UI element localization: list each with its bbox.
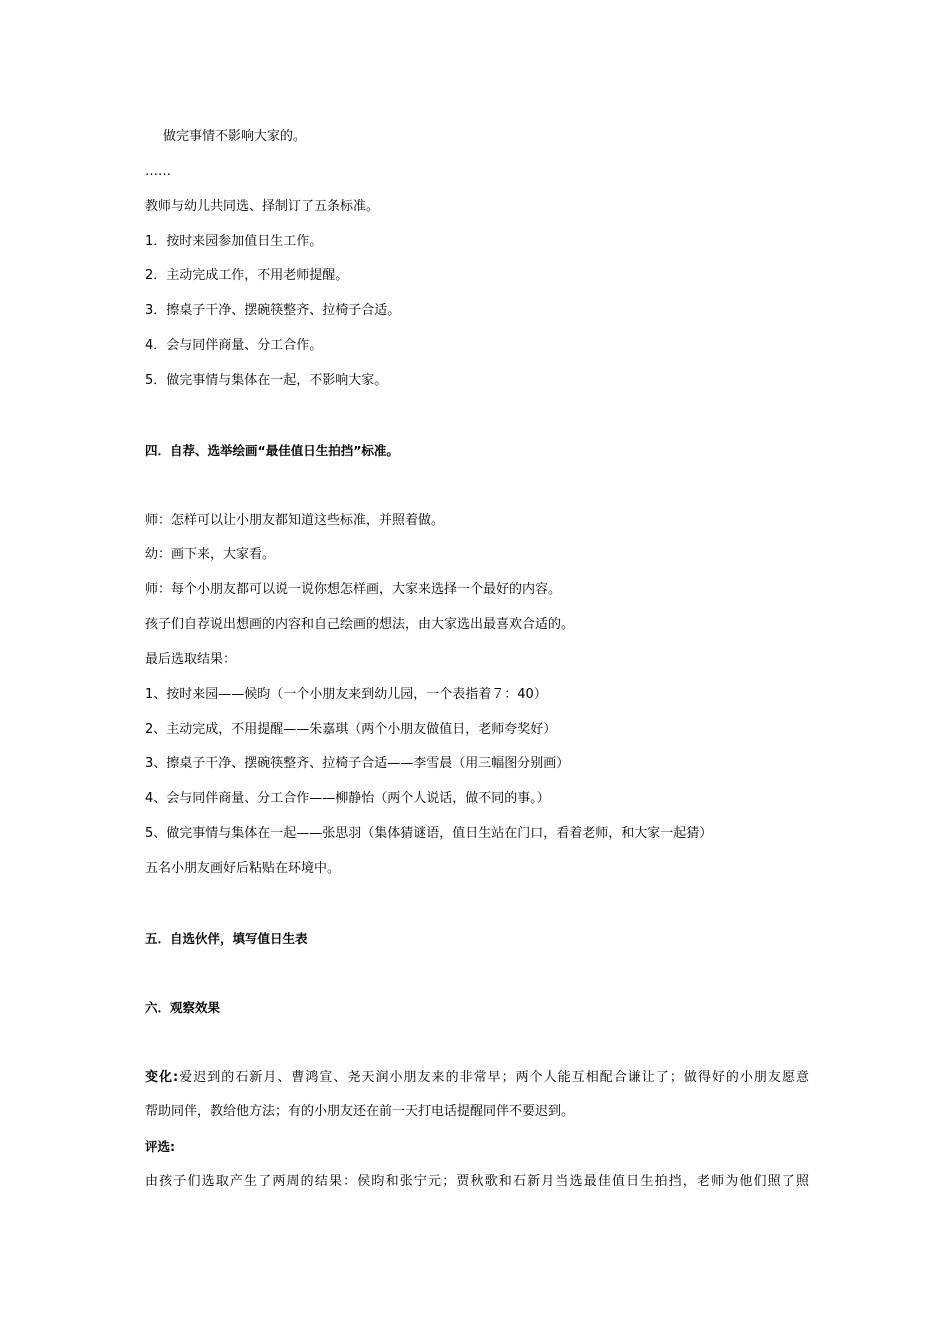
paragraph: 教师与幼儿共同选、择制订了五条标准。: [145, 199, 380, 214]
paragraph: 师：每个小朋友都可以说一说你想怎样画，大家来选择一个最好的内容。: [145, 582, 562, 597]
paragraph: 由孩子们选取产生了两周的结果：侯昀和张宁元；贾秋歌和石新月当选最佳值日生拍挡，老师为他们照了照: [145, 1174, 809, 1189]
paragraph: 帮助同伴，教给他方法；有的小朋友还在前一天打电话提醒同伴不要迟到。: [145, 1104, 575, 1119]
section-heading: 四．自荐、选举绘画“最佳值日生拍挡”标准。: [145, 443, 399, 458]
section-heading: 五．自选伙伴，填写值日生表: [145, 931, 308, 946]
section-heading: 六．观察效果: [145, 1000, 221, 1015]
list-item: 4、会与同伴商量、分工合作——柳静怡（两个人说话，做不同的事。）: [145, 791, 550, 806]
list-item: 2、主动完成，不用提醒——朱嘉琪（两个小朋友做值日，老师夸奖好）: [145, 722, 557, 737]
change-text: 爱迟到的石新月、曹鸿宣、尧天润小朋友来的非常早；两个人能互相配合谦让了；做得好的小朋友愿意: [178, 1070, 809, 1085]
paragraph: 五名小朋友画好后粘贴在环境中。: [145, 861, 341, 876]
list-item: 2．主动完成工作，不用老师提醒。: [145, 268, 349, 283]
paragraph: 幼：画下来，大家看。: [145, 547, 276, 562]
paragraph: 最后选取结果：: [145, 652, 237, 667]
list-item: 4．会与同伴商量、分工合作。: [145, 338, 323, 353]
paragraph: ……: [145, 164, 171, 179]
list-item: 1、按时来园——候昀（一个小朋友来到幼儿园，一个表指着７：40）: [145, 687, 547, 702]
select-label: 评选:: [145, 1139, 175, 1154]
change-label: 变化:: [145, 1070, 179, 1085]
paragraph: 孩子们自荐说出想画的内容和自己绘画的想法，由大家选出最喜欢合适的。: [145, 617, 575, 632]
list-item: 5．做完事情与集体在一起，不影响大家。: [145, 373, 388, 388]
list-item: 1．按时来园参加值日生工作。: [145, 234, 323, 249]
list-item: 3．擦桌子干净、摆碗筷整齐、拉椅子合适。: [145, 303, 401, 318]
paragraph: 师：怎样可以让小朋友都知道这些标准，并照着做。: [145, 513, 445, 528]
list-item: 3、擦桌子干净、摆碗筷整齐、拉椅子合适——李雪晨（用三幅图分别画）: [145, 756, 570, 771]
paragraph-change: [145, 1068, 809, 1088]
list-item: 5、做完事情与集体在一起——张思羽（集体猜谜语，值日生站在门口，看着老师，和大家一起猜）: [145, 826, 713, 841]
paragraph: 做完事情不影响大家的。: [163, 129, 307, 144]
